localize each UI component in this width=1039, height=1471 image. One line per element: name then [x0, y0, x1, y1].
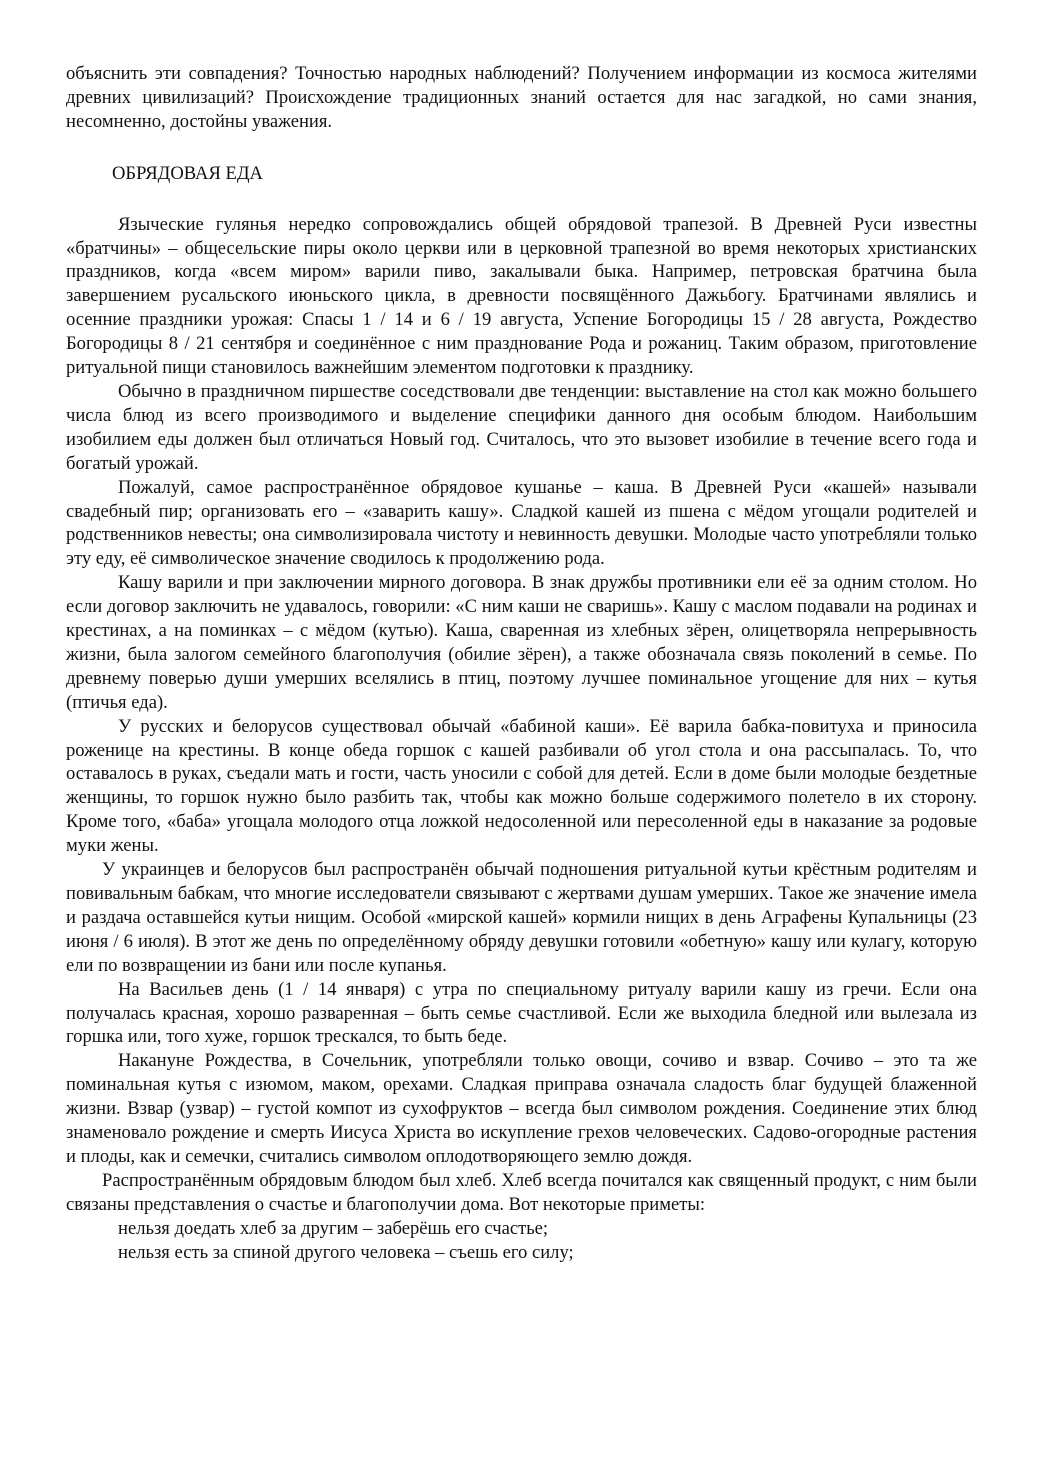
paragraph-tendencies: Обычно в праздничном пиршестве соседствовали две тенденции: выставление на стол как можно большего числа блюд из всего производимого и выделение специфики данного дня особым блюдом. Наибольшим изобилием еды должен был отличаться Новый год. Считалось, что это вызовет изобилие в течение всего года и богатый урожай.	[66, 380, 977, 474]
paragraph-peace-treaty: Кашу варили и при заключении мирного договора. В знак дружбы противники ели её за одним столом. Но если договор заключить не удавалось, говорили: «С ним каши не сваришь». Кашу с маслом подавали на родинах и крестинах, а на поминках – с мёдом (кутью). Каша, сваренная из хлебных зёрен, олицетворяла непрерывность жизни, была залогом семейного благополучия (обилие зёрен), а также обозначала связь поколений в семье. По древнему поверью души умерших вселялись в птиц, поэтому лучшее поминальное угощение для них – кутья (птичья еда).	[66, 572, 977, 713]
paragraph-bratchiny: Языческие гулянья нередко сопровождались общей обрядовой трапезой. В Древней Руси известны «братчины» – общесельские пиры около церкви или в церковной трапезной во время некоторых христианских праздников, когда «всем миром» варили пиво, закалывали быка. Например, петровская братчина была завершением русальского июньского цикла, в древности посвящённого Дажьбогу. Братчинами являлись и осенние праздники урожая: Спасы 1 / 14 и 6 / 19 августа, Успение Богородицы 15 / 28 августа, Рождество Богородицы 8 / 21 сентября и соединённое с ним празднование Рода и рожаниц. Таким образом, приготовление ритуальной пищи становилось важнейшим элементом подготовки к празднику.	[66, 213, 977, 379]
paragraph-vasiliev-den: На Васильев день (1 / 14 января) с утра по специальному ритуалу варили кашу из гречи. Если она получалась красная, хорошо разваренная – быть семье счастливой. Если же выходила бледной или вылезала из горшка или, того хуже, горшок трескался, то быть беде.	[66, 978, 977, 1048]
intro-paragraph: объяснить эти совпадения? Точностью народных наблюдений? Получением информации из космоса жителями древних цивилизаций? Происхождение традиционных знаний остается для нас загадкой, но сами знания, несомненно, достойны уважения.	[66, 63, 977, 132]
paragraph-sochelnik: Накануне Рождества, в Сочельник, употребляли только овощи, сочиво и взвар. Сочиво – это та же поминальная кутья с изюмом, маком, орехами. Сладкая приправа означала сладость благ будущей блаженной жизни. Взвар (узвар) – густой компот из сухофруктов – всегда был символом рождения. Соединение этих блюд знаменовало рождение и смерть Иисуса Христа во искупление грехов человеческих. Садово-огородные растения и плоды, как и семечки, считались символом оплодотворяющего землю дождя.	[66, 1050, 977, 1167]
document-page	[66, 62, 977, 1265]
paragraph-babina-kasha: У русских и белорусов существовал обычай «бабиной каши». Её варила бабка-повитуха и приносила роженице на крестины. В конце обеда горшок с кашей разбивали об угол стола и она рассыпалась. То, что оставалось в руках, съедали мать и гости, часть уносили с собой для детей. Если в доме были молодые бездетные женщины, то горшок нужно было разбить так, чтобы как можно больше содержимого полетело в их сторону. Кроме того, «баба» угощала молодого отца ложкой недосоленной или пересоленной еды в наказание за родовые муки жены.	[66, 715, 977, 857]
list-item: нельзя доедать хлеб за другим – заберёшь его счастье;	[118, 1217, 549, 1239]
list-item: нельзя есть за спиной другого человека – съешь его силу;	[118, 1241, 574, 1263]
section-heading: ОБРЯДОВАЯ ЕДА	[112, 162, 263, 184]
paragraph-kutya: У украинцев и белорусов был распространён обычай подношения ритуальной кутьи крёстным родителям и повивальным бабкам, что многие исследователи связывают с жертвами душам умерших. Такое же значение имела и раздача оставшейся кутьи нищим. Особой «мирской кашей» кормили нищих в день Аграфены Купальницы (23 июня / 6 июля). В этот же день по определённому обряду девушки готовили «обетную» кашу или кулагу, которую ели по возвращении из бани или после купанья.	[66, 859, 977, 976]
paragraph-bread: Распространённым обрядовым блюдом был хлеб. Хлеб всегда почитался как священный продукт, с ним были связаны представления о счастье и благополучии дома. Вот некоторые приметы:	[66, 1169, 977, 1215]
paragraph-kasha: Пожалуй, самое распространённое обрядовое кушанье – каша. В Древней Руси «кашей» называли свадебный пир; организовать его – «заварить кашу». Сладкой кашей из пшена с мёдом угощали родителей и родственников невесты; она символизировала чистоту и невинность девушки. Молодые часто употребляли только эту еду, её символическое значение сводилось к продолжению рода.	[66, 476, 977, 570]
